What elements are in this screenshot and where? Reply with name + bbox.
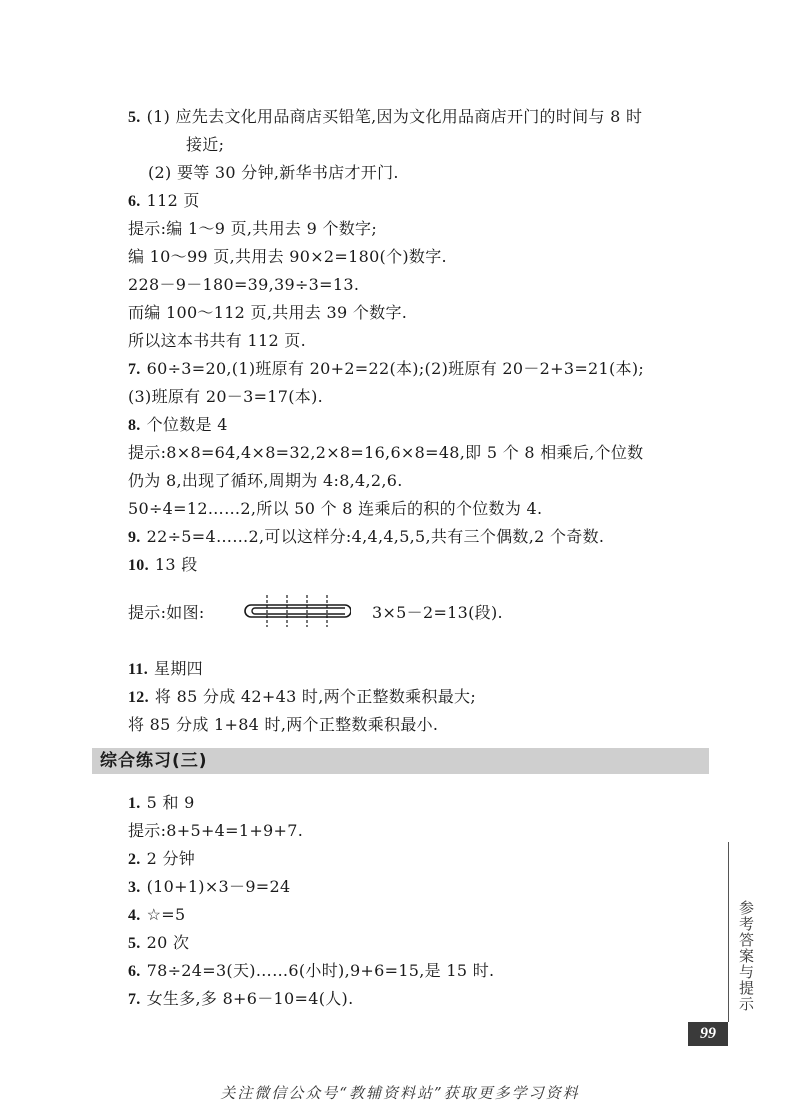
line-text: 78÷24=3(天)……6(小时),9+6=15,是 15 时. bbox=[146, 961, 495, 980]
page-number: 99 bbox=[688, 1022, 728, 1046]
item-number: 7. bbox=[128, 991, 141, 1008]
s3-answer-1-hint bbox=[128, 820, 303, 842]
answer-5-line-1 bbox=[128, 106, 642, 129]
folded-rope-inner bbox=[252, 608, 345, 614]
s3-answer-6 bbox=[128, 960, 494, 983]
line-text: 个位数是 4 bbox=[146, 415, 228, 434]
s3-answer-2 bbox=[128, 848, 195, 871]
line-text: 星期四 bbox=[154, 659, 203, 678]
answer-6-hint-5 bbox=[128, 330, 306, 352]
rope-cut-figure bbox=[241, 593, 351, 629]
s3-answer-7 bbox=[128, 988, 353, 1011]
line-text: (2) 要等 30 分钟,新华书店才开门. bbox=[148, 163, 399, 182]
item-number: 5. bbox=[128, 935, 141, 952]
line-text: 提示:8+5+4=1+9+7. bbox=[128, 821, 304, 840]
answer-6-hint-1 bbox=[128, 218, 377, 240]
line-text: 所以这本书共有 112 页. bbox=[128, 331, 306, 350]
item-number: 11. bbox=[128, 661, 149, 678]
answer-8-hint-2 bbox=[128, 470, 403, 492]
answer-9 bbox=[128, 526, 604, 549]
answer-8 bbox=[128, 414, 228, 437]
line-text: ☆=5 bbox=[146, 905, 186, 924]
answer-5-line-3 bbox=[148, 162, 399, 184]
item-number: 12. bbox=[128, 689, 149, 706]
answer-10-formula bbox=[372, 602, 503, 624]
line-text: 提示:编 1～9 页,共用去 9 个数字; bbox=[128, 219, 378, 238]
line-text: 112 页 bbox=[146, 191, 200, 210]
side-tab-label: 参考答案与提示 bbox=[737, 900, 755, 1012]
line-text: 提示:如图: bbox=[128, 603, 205, 622]
folded-rope-outer bbox=[245, 605, 351, 617]
item-number: 4. bbox=[128, 907, 141, 924]
answer-7-line-2 bbox=[128, 386, 323, 408]
line-text: 50÷4=12……2,所以 50 个 8 连乘后的积的个位数为 4. bbox=[128, 499, 543, 518]
line-text: 228－9－180=39,39÷3=13. bbox=[128, 275, 360, 294]
s3-answer-3 bbox=[128, 876, 290, 899]
item-number: 10. bbox=[128, 557, 149, 574]
line-text: (10+1)×3－9=24 bbox=[146, 877, 291, 896]
footer-note: 关注微信公众号“教辅资料站”获取更多学习资料 bbox=[220, 1084, 580, 1102]
item-number: 7. bbox=[128, 361, 141, 378]
answer-6 bbox=[128, 190, 200, 213]
line-text: 仍为 8,出现了循环,周期为 4:8,4,2,6. bbox=[128, 471, 403, 490]
answer-6-hint-4 bbox=[128, 302, 407, 324]
line-text: 20 次 bbox=[146, 933, 190, 952]
answer-6-hint-3 bbox=[128, 274, 359, 296]
answer-7-line-1 bbox=[128, 358, 644, 381]
line-text: 22÷5=4……2,可以这样分:4,4,4,5,5,共有三个偶数,2 个奇数. bbox=[146, 527, 605, 546]
s3-answer-5 bbox=[128, 932, 189, 955]
answer-6-hint-2 bbox=[128, 246, 447, 268]
item-number: 6. bbox=[128, 193, 141, 210]
answer-8-hint-3 bbox=[128, 498, 542, 520]
answer-10-hint bbox=[128, 602, 205, 624]
answer-5-line-2 bbox=[186, 134, 224, 156]
item-number: 5. bbox=[128, 109, 141, 126]
line-text: 5 和 9 bbox=[146, 793, 195, 812]
line-text: 60÷3=20,(1)班原有 20+2=22(本);(2)班原有 20－2+3=21(本); bbox=[146, 359, 645, 378]
line-text: 接近; bbox=[186, 135, 225, 154]
line-text: 女生多,多 8+6－10=4(人). bbox=[146, 989, 354, 1008]
side-tab-rule bbox=[728, 842, 729, 1022]
line-text: 13 段 bbox=[154, 555, 198, 574]
item-number: 3. bbox=[128, 879, 141, 896]
item-number: 1. bbox=[128, 795, 141, 812]
answer-8-hint-1 bbox=[128, 442, 643, 464]
line-text: 2 分钟 bbox=[146, 849, 196, 868]
answer-11 bbox=[128, 658, 203, 681]
section-title: 综合练习(三) bbox=[100, 751, 208, 771]
answer-10 bbox=[128, 554, 198, 577]
s3-answer-1 bbox=[128, 792, 195, 815]
item-number: 9. bbox=[128, 529, 141, 546]
item-number: 8. bbox=[128, 417, 141, 434]
line-text: (1) 应先去文化用品商店买铅笔,因为文化用品商店开门的时间与 8 时 bbox=[146, 107, 643, 126]
line-text: 将 85 分成 1+84 时,两个正整数乘积最小. bbox=[128, 715, 439, 734]
line-text: 3×5－2=13(段). bbox=[372, 603, 503, 622]
line-text: 编 10～99 页,共用去 90×2=180(个)数字. bbox=[128, 247, 447, 266]
answer-12-line-1 bbox=[128, 686, 476, 709]
line-text: 提示:8×8=64,4×8=32,2×8=16,6×8=48,即 5 个 8 相乘后,个位数 bbox=[128, 443, 644, 462]
s3-answer-4 bbox=[128, 904, 185, 927]
line-text: (3)班原有 20－3=17(本). bbox=[128, 387, 324, 406]
answer-12-line-2 bbox=[128, 714, 438, 736]
line-text: 而编 100～112 页,共用去 39 个数字. bbox=[128, 303, 408, 322]
item-number: 6. bbox=[128, 963, 141, 980]
line-text: 将 85 分成 42+43 时,两个正整数乘积最大; bbox=[154, 687, 477, 706]
item-number: 2. bbox=[128, 851, 141, 868]
